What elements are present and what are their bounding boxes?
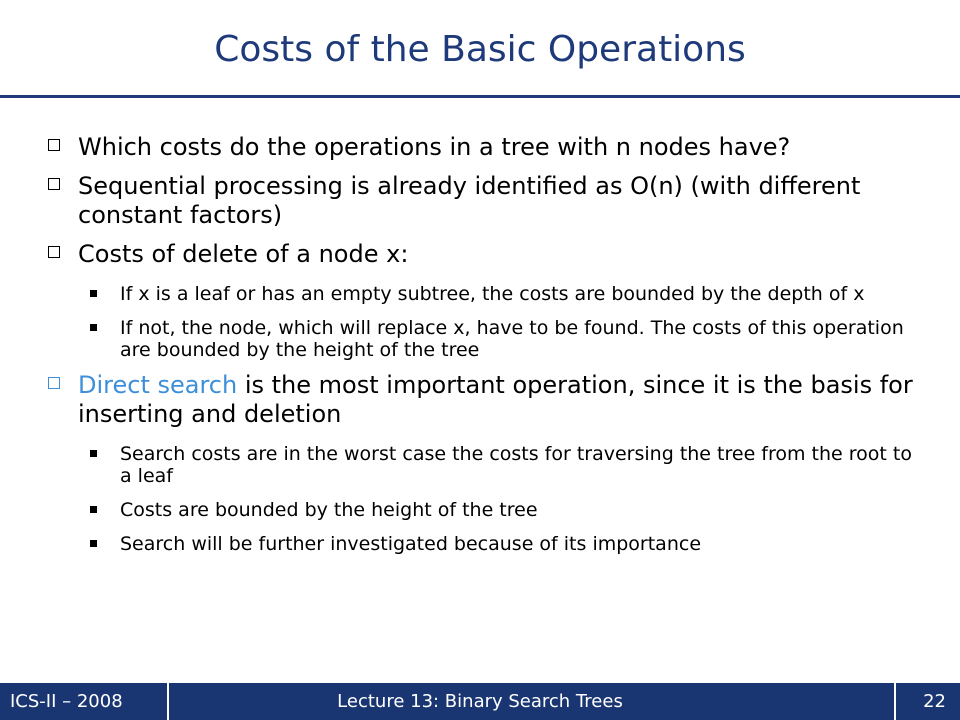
square-bullet-icon bbox=[48, 377, 65, 394]
bullet-4-text: is the most important operation, since it is the basis for inserting and deletion bbox=[78, 371, 913, 428]
slide-title: Costs of the Basic Operations bbox=[214, 29, 746, 70]
bullet-4-highlight: Direct search bbox=[78, 371, 238, 399]
footer-lecture-title: Lecture 13: Binary Search Trees bbox=[337, 691, 623, 712]
sub-bullet-4-1-text: Search costs are in the worst case the costs for traversing the tree from the root to a leaf bbox=[120, 443, 912, 487]
sub-bullet-4-3-text: Search will be further investigated because of its importance bbox=[120, 533, 702, 555]
sub-bullet-3-1 bbox=[90, 283, 928, 305]
footer-divider bbox=[894, 683, 896, 720]
small-square-bullet-icon bbox=[90, 506, 97, 513]
square-bullet-icon bbox=[48, 178, 65, 195]
bullet-1-text: Which costs do the operations in a tree with n nodes have? bbox=[78, 133, 791, 161]
sub-bullet-4-2 bbox=[90, 499, 928, 521]
bullet-2 bbox=[48, 172, 928, 230]
small-square-bullet-icon bbox=[90, 290, 97, 297]
small-square-bullet-icon bbox=[90, 324, 97, 331]
sub-bullet-4-1 bbox=[90, 443, 928, 487]
bullet-4 bbox=[48, 371, 928, 429]
slide-footer bbox=[0, 683, 960, 720]
bullet-2-text: Sequential processing is already identified as O(n) (with different constant factors) bbox=[78, 172, 861, 229]
sub-bullet-3-2-text: If not, the node, which will replace x, have to be found. The costs of this operation are bounded by the height of the tree bbox=[120, 317, 904, 361]
bullet-3 bbox=[48, 240, 928, 269]
slide-content bbox=[48, 133, 928, 567]
sub-bullet-3-1-text: If x is a leaf or has an empty subtree, the costs are bounded by the depth of x bbox=[120, 283, 865, 305]
small-square-bullet-icon bbox=[90, 450, 97, 457]
bullet-3-text: Costs of delete of a node x: bbox=[78, 240, 409, 268]
sub-bullet-4-2-text: Costs are bounded by the height of the tree bbox=[120, 499, 538, 521]
square-bullet-icon bbox=[48, 139, 65, 156]
square-bullet-icon bbox=[48, 246, 65, 263]
sub-bullet-4-3 bbox=[90, 533, 928, 555]
footer-course: ICS-II – 2008 bbox=[10, 691, 123, 712]
footer-page-number: 22 bbox=[923, 691, 946, 712]
small-square-bullet-icon bbox=[90, 540, 97, 547]
bullet-1 bbox=[48, 133, 928, 162]
sub-bullet-3-2 bbox=[90, 317, 928, 361]
title-divider bbox=[0, 95, 960, 98]
